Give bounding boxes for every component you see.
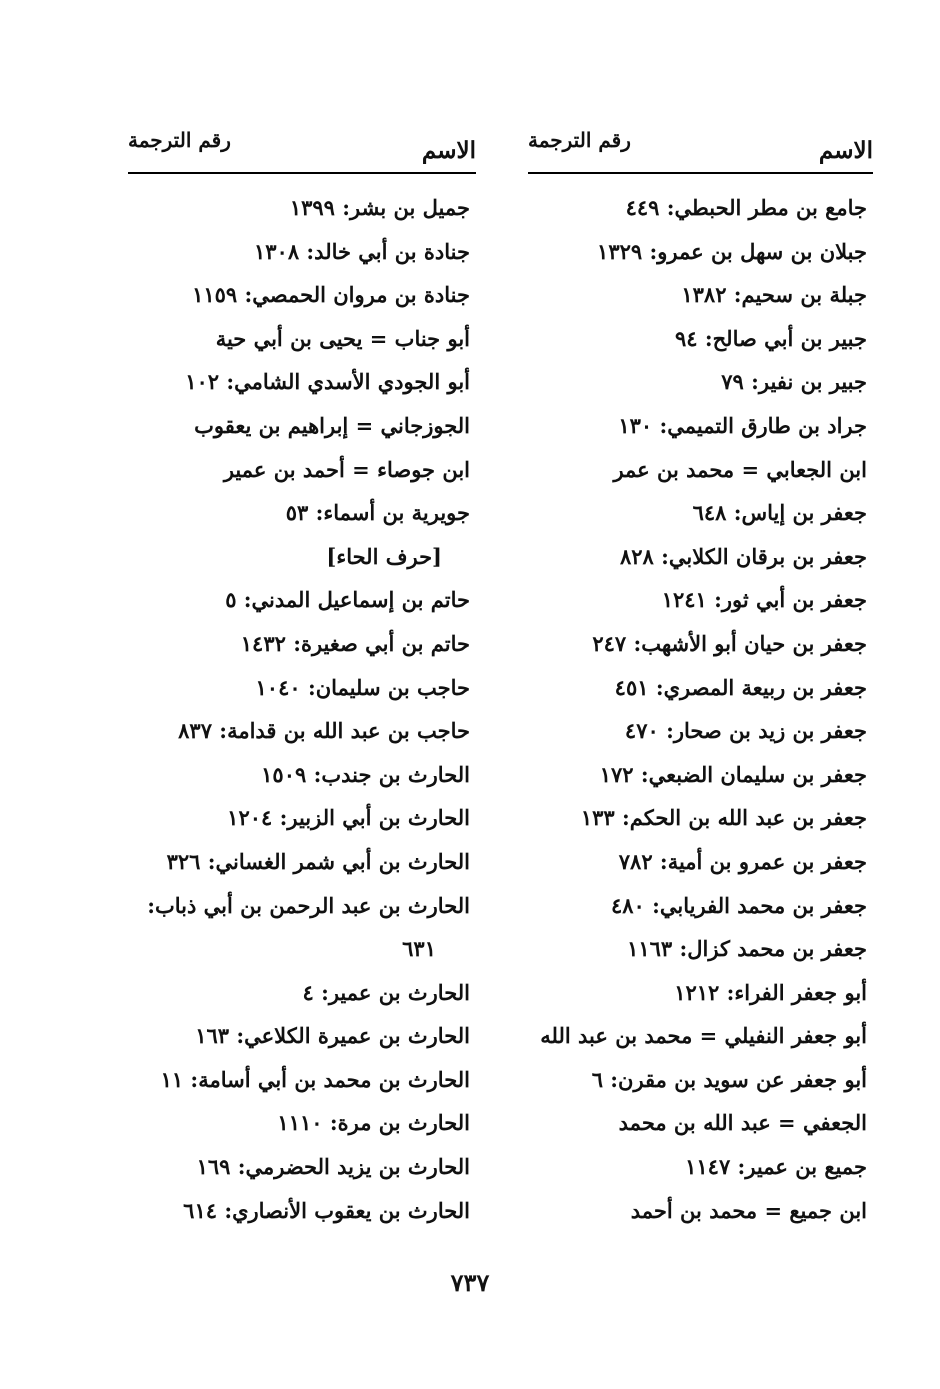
list-item: حاجب بن عبد الله بن قدامة: ٨٣٧: [178, 718, 470, 744]
page-number: ٧٣٧: [450, 1268, 490, 1297]
list-item: الحارث بن يزيد الحضرمي: ١٦٩: [196, 1154, 470, 1180]
list-item: جراد بن طارق التميمي: ١٣٠: [618, 412, 867, 438]
list-item: حاجب بن سليمان: ١٠٤٠: [255, 674, 470, 700]
list-item: أبو جناب = يحيى بن أبي حية: [215, 325, 470, 351]
list-item: جنادة بن أبي خالد: ١٣٠٨: [253, 238, 470, 264]
list-item: حاتم بن إسماعيل المدني: ٥: [225, 587, 470, 613]
list-item: الحارث بن مرة: ١١١٠: [277, 1110, 470, 1136]
right-column-header: [528, 118, 873, 164]
list-item: جميع بن عمير: ١١٤٧: [685, 1154, 867, 1180]
list-item: الحارث بن أبي شمر الغساني: ٣٢٦: [166, 848, 470, 874]
list-item: جعفر بن زيد بن صحار: ٤٧٠: [624, 718, 867, 744]
number-column-label: رقم الترجمة: [128, 128, 231, 152]
header-rule: [528, 172, 873, 174]
list-item: جبير بن نفير: ٧٩: [721, 369, 867, 395]
list-item: جعفر بن عمرو بن أمية: ٧٨٢: [618, 848, 867, 874]
list-item: جنادة بن مروان الحمصي: ١١٥٩: [192, 282, 470, 308]
list-item: جويرية بن أسماء: ٥٣: [285, 500, 470, 526]
list-item: جبلة بن سحيم: ١٣٨٢: [681, 282, 867, 308]
list-item: الجوزجاني = إبراهيم بن يعقوب: [194, 412, 470, 438]
list-item: الحارث بن عبد الرحمن بن أبي ذباب:: [147, 892, 470, 918]
list-item: الحارث بن جندب: ١٥٠٩: [261, 761, 470, 787]
list-item: جميل بن بشر: ١٣٩٩: [289, 195, 470, 220]
list-item: جعفر بن أبي ثور: ١٢٤١: [661, 587, 867, 613]
list-item: أبو الجودي الأسدي الشامي: ١٠٢: [185, 369, 470, 395]
list-item: جعفر بن ربيعة المصري: ٤٥١: [614, 674, 867, 700]
list-item: أبو جعفر الفراء: ١٢١٢: [674, 979, 867, 1005]
left-column-header: [128, 118, 476, 164]
left-column: [128, 118, 476, 1232]
list-item: أبو جعفر النفيلي = محمد بن عبد الله: [540, 1023, 867, 1049]
right-entry-list: [528, 186, 873, 1232]
list-item: الحارث بن أبي الزبير: ١٢٠٤: [227, 805, 470, 831]
section-heading: [حرف الحاء]: [326, 543, 442, 569]
list-item: جعفر بن حيان أبو الأشهب: ٢٤٧: [592, 630, 867, 656]
name-column-label: الاسم: [421, 137, 476, 164]
name-column-label: الاسم: [818, 137, 873, 164]
list-item: الحارث بن عميرة الكلاعي: ١٦٣: [195, 1023, 470, 1049]
list-item: الحارث بن محمد بن أبي أسامة: ١١: [160, 1066, 470, 1092]
left-entry-list: [128, 186, 476, 1232]
list-item: أبو جعفر عن سويد بن مقرن: ٦: [591, 1066, 867, 1092]
list-item: جعفر بن محمد الفريابي: ٤٨٠: [611, 892, 867, 918]
list-item: حاتم بن أبي صغيرة: ١٤٣٢: [240, 630, 470, 656]
list-item: الجعفي = عبد الله بن محمد: [618, 1110, 867, 1136]
list-item: ابن الجعابي = محمد بن عمر: [613, 456, 867, 482]
list-item: جبلان بن سهل بن عمرو: ١٣٢٩: [597, 238, 867, 264]
list-item: جعفر بن محمد كزال: ١١٦٣: [627, 936, 867, 962]
right-column: [528, 118, 873, 1232]
list-item: الحارث بن يعقوب الأنصاري: ٦١٤: [183, 1197, 470, 1223]
list-item: ابن جميع = محمد بن أحمد: [630, 1197, 867, 1223]
list-item: جبير بن أبي صالح: ٩٤: [675, 325, 867, 351]
list-item: جعفر بن إياس: ٦٤٨: [692, 500, 867, 526]
number-column-label: رقم الترجمة: [528, 128, 631, 152]
list-item: جامع بن مطر الحبطي: ٤٤٩: [625, 195, 867, 220]
list-item-continuation: ٦٣١: [402, 936, 436, 962]
list-item: جعفر بن برقان الكلابي: ٨٢٨: [620, 543, 867, 569]
header-rule: [128, 172, 476, 174]
list-item: جعفر بن سليمان الضبعي: ١٧٢: [599, 761, 867, 787]
list-item: ابن جوصاء = أحمد بن عمير: [223, 456, 470, 482]
list-item: جعفر بن عبد الله بن الحكم: ١٣٣: [580, 805, 867, 831]
list-item: الحارث بن عمير: ٤: [302, 979, 470, 1005]
